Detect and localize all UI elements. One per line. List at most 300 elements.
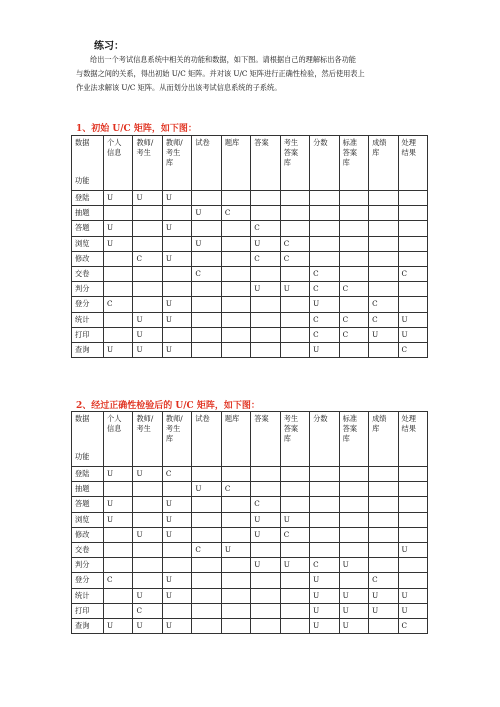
table-row xyxy=(72,251,428,266)
matrix-cell xyxy=(339,482,368,497)
matrix-cell: C xyxy=(310,282,339,297)
column-header: 试卷 xyxy=(192,412,221,467)
matrix-cell xyxy=(221,558,250,573)
matrix-cell xyxy=(162,327,191,342)
table-row xyxy=(72,342,428,357)
matrix-cell xyxy=(104,206,133,221)
matrix-cell: U xyxy=(192,482,221,497)
matrix-cell: C xyxy=(280,236,309,251)
matrix-cell xyxy=(280,342,309,357)
matrix-cell xyxy=(339,467,368,482)
matrix-cell: U xyxy=(133,191,162,206)
matrix-cell xyxy=(192,342,221,357)
matrix-cell xyxy=(280,327,309,342)
matrix-cell xyxy=(369,512,398,527)
matrix-cell xyxy=(369,342,398,357)
matrix-cell: U xyxy=(339,618,368,633)
table-row xyxy=(72,236,428,251)
matrix-cell: U xyxy=(162,573,191,588)
matrix-cell xyxy=(251,542,280,557)
matrix-cell xyxy=(280,266,309,281)
matrix-cell xyxy=(369,542,398,557)
matrix-cell: U xyxy=(133,527,162,542)
matrix-cell: U xyxy=(251,236,280,251)
matrix-cell xyxy=(192,191,221,206)
verified-uc-matrix-table xyxy=(71,411,428,634)
matrix-cell xyxy=(369,497,398,512)
matrix-cell xyxy=(192,221,221,236)
matrix-cell: U xyxy=(310,297,339,312)
matrix-cell xyxy=(133,558,162,573)
matrix-cell: C xyxy=(251,221,280,236)
function-cell: 答题 xyxy=(72,221,104,236)
matrix-cell xyxy=(339,342,368,357)
matrix-cell xyxy=(133,482,162,497)
column-header: 标准 答案 库 xyxy=(339,412,368,467)
function-cell: 浏览 xyxy=(72,512,104,527)
matrix-cell: C xyxy=(310,312,339,327)
matrix-cell: U xyxy=(251,558,280,573)
matrix-cell xyxy=(310,542,339,557)
matrix-cell xyxy=(192,527,221,542)
matrix-cell xyxy=(398,206,427,221)
matrix-cell xyxy=(221,266,250,281)
matrix-cell: U xyxy=(251,282,280,297)
matrix-cell xyxy=(221,497,250,512)
matrix-cell: U xyxy=(310,603,339,618)
matrix-cell: U xyxy=(280,512,309,527)
section1-title: 1、初始 U/C 矩阵，如下图： xyxy=(76,124,197,134)
matrix-cell: C xyxy=(192,542,221,557)
table-row xyxy=(72,221,428,236)
matrix-cell: C xyxy=(339,327,368,342)
matrix-cell: U xyxy=(369,588,398,603)
matrix-cell xyxy=(221,342,250,357)
matrix-cell: C xyxy=(310,266,339,281)
matrix-cell xyxy=(162,482,191,497)
matrix-cell xyxy=(339,497,368,512)
function-cell: 打印 xyxy=(72,327,104,342)
column-header: 考生 答案 库 xyxy=(280,412,309,467)
matrix-cell xyxy=(192,618,221,633)
matrix-cell xyxy=(339,512,368,527)
matrix-cell xyxy=(280,588,309,603)
matrix-cell xyxy=(280,497,309,512)
matrix-cell xyxy=(369,236,398,251)
function-cell: 判分 xyxy=(72,282,104,297)
matrix-cell xyxy=(280,603,309,618)
matrix-cell xyxy=(339,542,368,557)
matrix-cell xyxy=(221,236,250,251)
matrix-cell xyxy=(339,527,368,542)
matrix-cell: U xyxy=(280,282,309,297)
matrix-cell: U xyxy=(162,191,191,206)
matrix-cell: U xyxy=(104,497,133,512)
matrix-cell: C xyxy=(280,527,309,542)
matrix-cell: C xyxy=(310,558,339,573)
table-row xyxy=(72,266,428,281)
matrix-cell: C xyxy=(162,467,191,482)
matrix-cell xyxy=(221,282,250,297)
matrix-cell xyxy=(280,542,309,557)
column-header: 成绩 库 xyxy=(369,412,398,467)
table-row xyxy=(72,482,428,497)
matrix-cell xyxy=(310,527,339,542)
matrix-cell: C xyxy=(398,342,427,357)
matrix-cell: U xyxy=(133,467,162,482)
matrix-cell xyxy=(133,282,162,297)
column-header: 分数 xyxy=(310,136,339,191)
matrix-cell: U xyxy=(398,312,427,327)
column-header: 处理 结果 xyxy=(398,412,427,467)
table-row xyxy=(72,467,428,482)
initial-uc-matrix-table xyxy=(71,135,428,358)
matrix-cell: C xyxy=(133,603,162,618)
matrix-cell xyxy=(192,467,221,482)
table-row xyxy=(72,618,428,633)
matrix-cell xyxy=(369,251,398,266)
table-row xyxy=(72,603,428,618)
matrix-cell: C xyxy=(251,251,280,266)
matrix-cell: C xyxy=(104,297,133,312)
function-cell: 修改 xyxy=(72,251,104,266)
matrix-cell xyxy=(251,191,280,206)
column-header: 试卷 xyxy=(192,136,221,191)
matrix-cell: U xyxy=(162,251,191,266)
matrix-cell: U xyxy=(104,221,133,236)
matrix-cell xyxy=(280,467,309,482)
matrix-cell xyxy=(133,206,162,221)
matrix-cell xyxy=(280,191,309,206)
matrix-cell: U xyxy=(104,467,133,482)
table-row xyxy=(72,282,428,297)
matrix-cell xyxy=(310,191,339,206)
matrix-cell xyxy=(133,542,162,557)
matrix-cell xyxy=(133,236,162,251)
exercise-heading: 练习： xyxy=(94,41,124,52)
matrix-cell xyxy=(221,191,250,206)
matrix-cell xyxy=(104,312,133,327)
matrix-cell: U xyxy=(192,206,221,221)
column-header: 标准 答案 库 xyxy=(339,136,368,191)
matrix-cell xyxy=(221,297,250,312)
table-row xyxy=(72,527,428,542)
matrix-cell xyxy=(221,327,250,342)
matrix-cell xyxy=(398,221,427,236)
matrix-cell: U xyxy=(133,618,162,633)
function-cell: 修改 xyxy=(72,527,104,542)
matrix-cell xyxy=(369,467,398,482)
matrix-cell xyxy=(104,542,133,557)
column-header: 答案 xyxy=(251,412,280,467)
matrix-cell: U xyxy=(133,588,162,603)
function-cell: 交卷 xyxy=(72,266,104,281)
intro-line: 与数据之间的关系，得出初始 U/C 矩阵。并对该 U/C 矩阵进行正确性检验，然后使用表上 xyxy=(76,69,365,78)
matrix-cell xyxy=(251,618,280,633)
matrix-cell xyxy=(133,297,162,312)
matrix-cell: U xyxy=(339,558,368,573)
matrix-cell xyxy=(221,527,250,542)
matrix-cell xyxy=(251,482,280,497)
column-header: 答案 xyxy=(251,136,280,191)
matrix-cell: C xyxy=(398,618,427,633)
matrix-cell xyxy=(162,542,191,557)
matrix-cell xyxy=(339,236,368,251)
corner-data-label: 数据 xyxy=(75,414,90,423)
function-cell: 查询 xyxy=(72,342,104,357)
matrix-cell xyxy=(398,527,427,542)
matrix-cell xyxy=(339,221,368,236)
matrix-cell xyxy=(133,266,162,281)
matrix-cell xyxy=(221,603,250,618)
matrix-cell xyxy=(192,588,221,603)
matrix-cell xyxy=(251,297,280,312)
matrix-cell xyxy=(192,282,221,297)
matrix-cell: C xyxy=(280,251,309,266)
matrix-cell xyxy=(310,206,339,221)
matrix-cell: U xyxy=(104,618,133,633)
matrix-cell xyxy=(398,282,427,297)
matrix-cell xyxy=(369,482,398,497)
matrix-cell xyxy=(104,558,133,573)
matrix-cell xyxy=(310,251,339,266)
header-row xyxy=(72,136,428,191)
function-cell: 查询 xyxy=(72,618,104,633)
matrix-cell: U xyxy=(251,512,280,527)
matrix-cell: C xyxy=(221,206,250,221)
function-cell: 统计 xyxy=(72,588,104,603)
matrix-cell xyxy=(310,221,339,236)
matrix-cell: C xyxy=(251,497,280,512)
column-header: 处理 结果 xyxy=(398,136,427,191)
matrix-cell: U xyxy=(104,191,133,206)
matrix-cell: U xyxy=(162,618,191,633)
matrix-cell xyxy=(162,558,191,573)
matrix-cell xyxy=(133,221,162,236)
matrix-cell xyxy=(192,558,221,573)
matrix-cell: C xyxy=(133,251,162,266)
matrix-cell xyxy=(369,282,398,297)
matrix-cell xyxy=(310,512,339,527)
matrix-cell xyxy=(221,618,250,633)
matrix-cell: U xyxy=(162,342,191,357)
intro-paragraph xyxy=(76,53,436,95)
matrix-cell xyxy=(251,206,280,221)
matrix-cell: C xyxy=(398,266,427,281)
table-row xyxy=(72,588,428,603)
matrix-cell xyxy=(162,603,191,618)
matrix-cell: C xyxy=(192,266,221,281)
matrix-cell xyxy=(280,482,309,497)
column-header: 成绩 库 xyxy=(369,136,398,191)
matrix-cell xyxy=(398,512,427,527)
matrix-cell: U xyxy=(162,527,191,542)
matrix-cell xyxy=(310,467,339,482)
table-row xyxy=(72,191,428,206)
matrix-cell xyxy=(104,282,133,297)
matrix-cell xyxy=(280,206,309,221)
matrix-cell: U xyxy=(133,312,162,327)
column-header: 题库 xyxy=(221,136,250,191)
matrix-cell xyxy=(280,297,309,312)
matrix-cell: U xyxy=(104,236,133,251)
matrix-cell xyxy=(162,236,191,251)
matrix-cell xyxy=(104,482,133,497)
matrix-cell: C xyxy=(339,282,368,297)
matrix-cell xyxy=(369,221,398,236)
matrix-cell xyxy=(280,618,309,633)
matrix-cell: U xyxy=(133,342,162,357)
matrix-cell: U xyxy=(339,588,368,603)
matrix-cell xyxy=(162,266,191,281)
matrix-cell xyxy=(221,588,250,603)
matrix-cell xyxy=(251,266,280,281)
matrix-cell xyxy=(221,573,250,588)
matrix-cell xyxy=(339,266,368,281)
matrix-cell xyxy=(398,251,427,266)
matrix-cell xyxy=(251,603,280,618)
matrix-cell xyxy=(251,573,280,588)
matrix-cell xyxy=(104,251,133,266)
matrix-cell xyxy=(133,573,162,588)
matrix-cell xyxy=(251,588,280,603)
corner-data-label: 数据 xyxy=(75,138,90,147)
matrix-cell: U xyxy=(280,558,309,573)
matrix-cell: U xyxy=(310,618,339,633)
matrix-cell xyxy=(369,191,398,206)
matrix-cell xyxy=(369,618,398,633)
function-cell: 登分 xyxy=(72,297,104,312)
matrix-cell: U xyxy=(162,312,191,327)
matrix-cell xyxy=(339,573,368,588)
matrix-cell: C xyxy=(369,312,398,327)
matrix-cell: C xyxy=(310,327,339,342)
matrix-cell xyxy=(221,221,250,236)
matrix-cell xyxy=(104,327,133,342)
matrix-cell: U xyxy=(162,221,191,236)
matrix-cell: C xyxy=(339,312,368,327)
function-cell: 打印 xyxy=(72,603,104,618)
matrix-cell xyxy=(162,282,191,297)
function-cell: 登陆 xyxy=(72,191,104,206)
matrix-cell: U xyxy=(369,327,398,342)
matrix-cell xyxy=(398,482,427,497)
matrix-cell xyxy=(251,327,280,342)
table-row xyxy=(72,558,428,573)
section2-title: 2、经过正确性检验后的 U/C 矩阵，如下图： xyxy=(76,401,260,411)
matrix-cell: U xyxy=(162,297,191,312)
matrix-cell xyxy=(398,297,427,312)
corner-function-label: 功能 xyxy=(75,452,90,461)
column-header: 分数 xyxy=(310,412,339,467)
function-cell: 登分 xyxy=(72,573,104,588)
matrix-cell xyxy=(192,297,221,312)
function-cell: 抽题 xyxy=(72,482,104,497)
column-header: 题库 xyxy=(221,412,250,467)
column-header: 个人 信息 xyxy=(104,412,133,467)
matrix-cell xyxy=(133,512,162,527)
table-row xyxy=(72,512,428,527)
matrix-cell: C xyxy=(369,297,398,312)
corner-cell xyxy=(72,136,104,191)
matrix-cell xyxy=(339,206,368,221)
table-row xyxy=(72,327,428,342)
function-cell: 答题 xyxy=(72,497,104,512)
matrix-cell xyxy=(398,236,427,251)
matrix-cell xyxy=(104,588,133,603)
function-cell: 统计 xyxy=(72,312,104,327)
matrix-cell xyxy=(251,342,280,357)
corner-cell xyxy=(72,412,104,467)
matrix-cell: U xyxy=(310,573,339,588)
matrix-cell xyxy=(398,191,427,206)
matrix-cell xyxy=(310,497,339,512)
table-row xyxy=(72,312,428,327)
matrix-cell xyxy=(192,497,221,512)
table-row xyxy=(72,297,428,312)
matrix-cell xyxy=(339,191,368,206)
matrix-cell: U xyxy=(398,588,427,603)
matrix-cell: U xyxy=(339,603,368,618)
matrix-cell xyxy=(339,251,368,266)
matrix-cell xyxy=(192,312,221,327)
matrix-cell xyxy=(192,251,221,266)
function-cell: 抽题 xyxy=(72,206,104,221)
matrix-cell xyxy=(104,603,133,618)
matrix-cell: U xyxy=(398,542,427,557)
matrix-cell xyxy=(192,603,221,618)
matrix-cell xyxy=(369,266,398,281)
matrix-cell xyxy=(104,266,133,281)
matrix-cell: U xyxy=(221,542,250,557)
matrix-cell xyxy=(162,206,191,221)
function-cell: 交卷 xyxy=(72,542,104,557)
matrix-cell xyxy=(398,467,427,482)
matrix-cell: C xyxy=(221,482,250,497)
matrix-cell: U xyxy=(192,236,221,251)
matrix-cell: C xyxy=(104,573,133,588)
matrix-cell: U xyxy=(369,603,398,618)
matrix-cell: U xyxy=(310,588,339,603)
matrix-cell xyxy=(339,297,368,312)
column-header: 考生 答案 库 xyxy=(280,136,309,191)
table-row xyxy=(72,497,428,512)
matrix-cell: U xyxy=(133,327,162,342)
corner-function-label: 功能 xyxy=(75,176,90,185)
matrix-cell xyxy=(398,573,427,588)
matrix-cell xyxy=(221,467,250,482)
matrix-cell xyxy=(192,512,221,527)
function-cell: 浏览 xyxy=(72,236,104,251)
matrix-cell: U xyxy=(398,603,427,618)
matrix-cell: U xyxy=(398,327,427,342)
matrix-cell xyxy=(104,527,133,542)
matrix-cell xyxy=(280,312,309,327)
matrix-cell: U xyxy=(104,512,133,527)
intro-line: 作业法求解该 U/C 矩阵。从而划分出该考试信息系统的子系统。 xyxy=(76,83,282,92)
matrix-cell xyxy=(369,206,398,221)
column-header: 个人 信息 xyxy=(104,136,133,191)
matrix-cell xyxy=(280,221,309,236)
matrix-cell xyxy=(192,327,221,342)
matrix-cell xyxy=(398,497,427,512)
matrix-cell xyxy=(251,312,280,327)
table-row xyxy=(72,206,428,221)
matrix-cell xyxy=(310,482,339,497)
matrix-cell xyxy=(280,573,309,588)
matrix-cell xyxy=(251,467,280,482)
matrix-cell xyxy=(221,312,250,327)
